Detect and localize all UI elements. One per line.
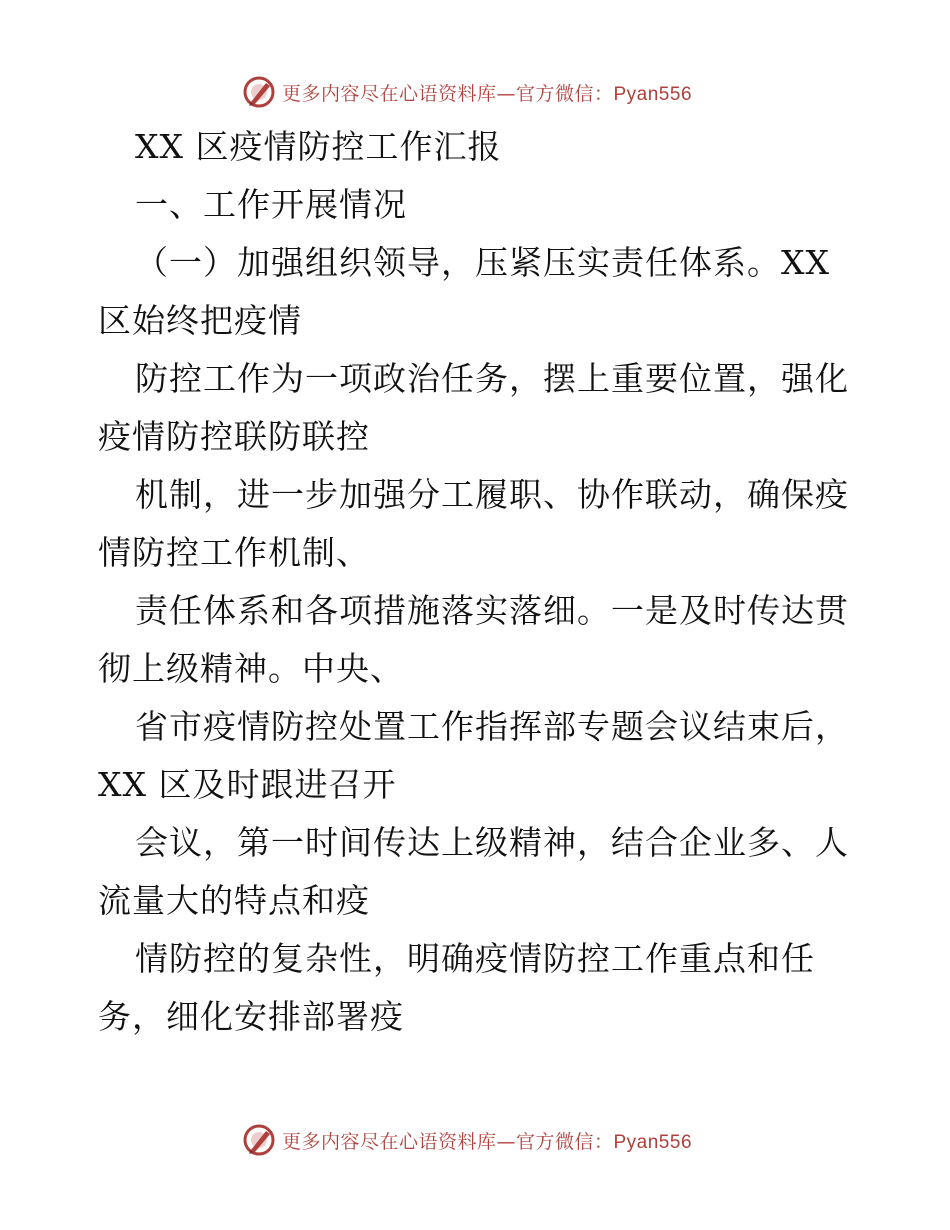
header-banner-text	[282, 79, 692, 106]
text-line: 务，细化安排部署疫	[98, 997, 404, 1036]
footer-watermark-banner	[0, 1118, 950, 1162]
text-line: 省市疫情防控处置工作指挥部专题会议结束后，	[135, 707, 849, 746]
footer-banner-label: 更多内容尽在心语资料库—官方微信：	[281, 1130, 614, 1153]
header-banner-label: 更多内容尽在心语资料库—官方微信：	[281, 82, 614, 105]
text-line: XX 区及时跟进召开	[98, 765, 397, 804]
pen-logo-icon	[242, 75, 276, 109]
text-line: 彻上级精神。中央、	[98, 649, 404, 688]
document-title: XX 区疫情防控工作汇报	[135, 127, 502, 166]
header-banner-handle: Pyan556	[613, 83, 693, 105]
text-line: 责任体系和各项措施落实落细。一是及时传达贯	[135, 591, 849, 630]
text-line: （一）加强组织领导，压紧压实责任体系。XX	[135, 243, 830, 282]
footer-banner-handle: Pyan556	[613, 1131, 693, 1153]
text-line: 流量大的特点和疫	[98, 881, 370, 920]
text-line: 会议，第一时间传达上级精神，结合企业多、人	[135, 823, 849, 862]
document-body	[98, 118, 878, 1046]
header-watermark-banner	[0, 70, 950, 114]
text-line: 疫情防控联防联控	[98, 417, 370, 456]
footer-banner-text	[282, 1127, 692, 1154]
text-line: 一、工作开展情况	[135, 185, 407, 224]
text-line: 情防控工作机制、	[98, 533, 370, 572]
text-line: 情防控的复杂性，明确疫情防控工作重点和任	[135, 939, 815, 978]
text-line: 区始终把疫情	[98, 301, 302, 340]
pen-logo-icon	[242, 1123, 276, 1157]
text-line: 防控工作为一项政治任务，摆上重要位置，强化	[135, 359, 849, 398]
text-line: 机制，进一步加强分工履职、协作联动，确保疫	[135, 475, 849, 514]
